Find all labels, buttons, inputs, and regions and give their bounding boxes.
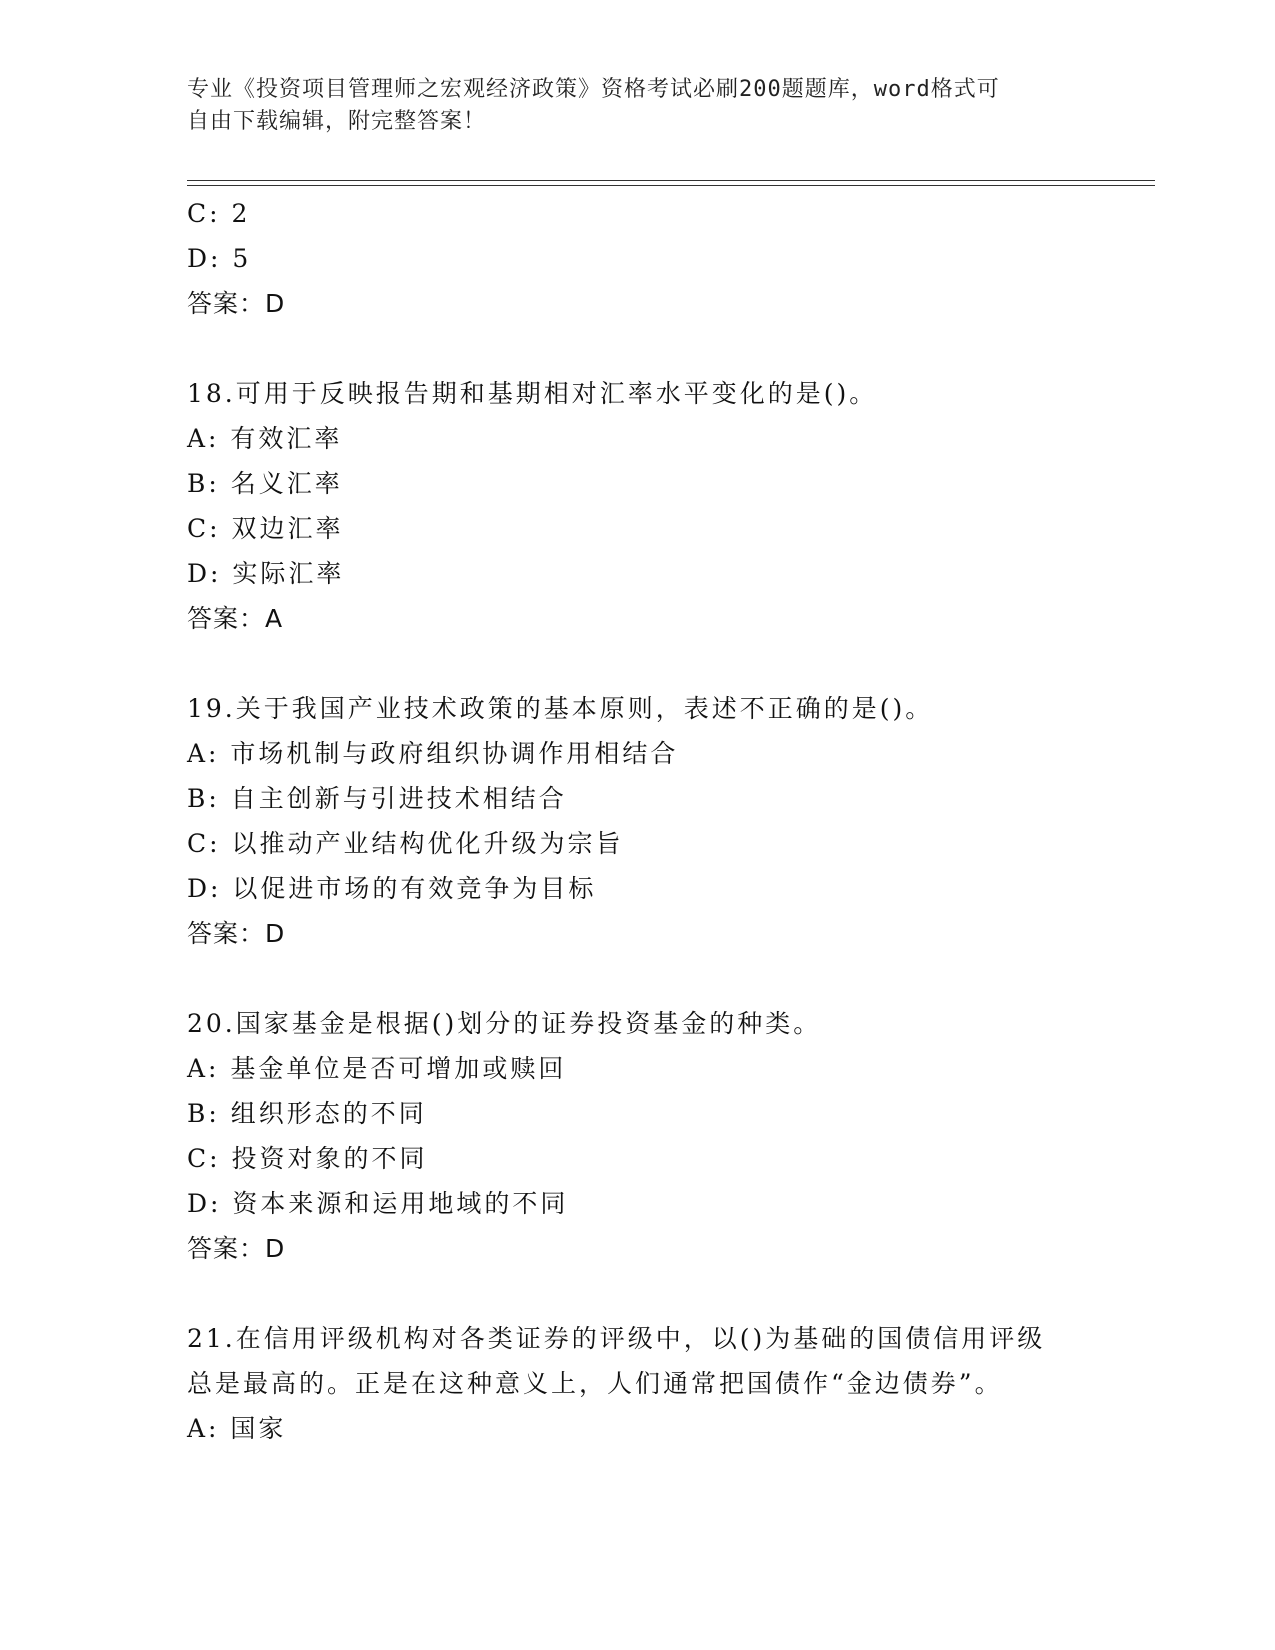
question-20 [187,1001,1087,1271]
question-text: 18.可用于反映报告期和基期相对汇率水平变化的是()。 [187,379,878,408]
answer-line: 答案：D [187,919,286,948]
option-a: A: 有效汇率 [187,424,343,453]
spacer [187,326,1087,371]
question-text-line-2: 总是最高的。正是在这种意义上，人们通常把国债作“金边债券”。 [187,1369,1003,1398]
option-d: D: 实际汇率 [187,559,345,588]
option-d: D: 5 [187,244,252,273]
option-a: A: 市场机制与政府组织协调作用相结合 [187,739,679,768]
header-divider [187,180,1155,186]
question-18 [187,371,1087,641]
option-a: A: 基金单位是否可增加或赎回 [187,1054,567,1083]
option-c: C: 投资对象的不同 [187,1144,428,1173]
option-b: B: 自主创新与引进技术相结合 [187,784,567,813]
question-text: 19.关于我国产业技术政策的基本原则，表述不正确的是()。 [187,694,934,723]
option-b: B: 名义汇率 [187,469,343,498]
option-c: C: 以推动产业结构优化升级为宗旨 [187,829,624,858]
question-19 [187,686,1087,956]
question-text: 20.国家基金是根据()划分的证券投资基金的种类。 [187,1009,822,1038]
option-c: C: 2 [187,199,251,228]
header-title-line-2: 自由下载编辑，附完整答案！ [187,109,487,134]
option-c: C: 双边汇率 [187,514,344,543]
option-d: D: 资本来源和运用地域的不同 [187,1189,569,1218]
spacer [187,641,1087,686]
question-21 [187,1316,1087,1451]
answer-line: 答案：D [187,289,286,318]
answer-line: 答案：D [187,1234,286,1263]
question-content [187,191,1087,1451]
option-b: B: 组织形态的不同 [187,1099,427,1128]
spacer [187,1271,1087,1316]
header-title-line-1: 专业《投资项目管理师之宏观经济政策》资格考试必刷200题题库，word格式可 [187,77,1000,102]
question-text-line-1: 21.在信用评级机构对各类证券的评级中，以()为基础的国债信用评级 [187,1324,1046,1353]
answer-line: 答案：A [187,604,284,633]
spacer [187,956,1087,1001]
option-d: D: 以促进市场的有效竞争为目标 [187,874,597,903]
page-header [187,74,1087,138]
option-a: A: 国家 [187,1414,287,1443]
question-17-tail [187,191,1087,326]
